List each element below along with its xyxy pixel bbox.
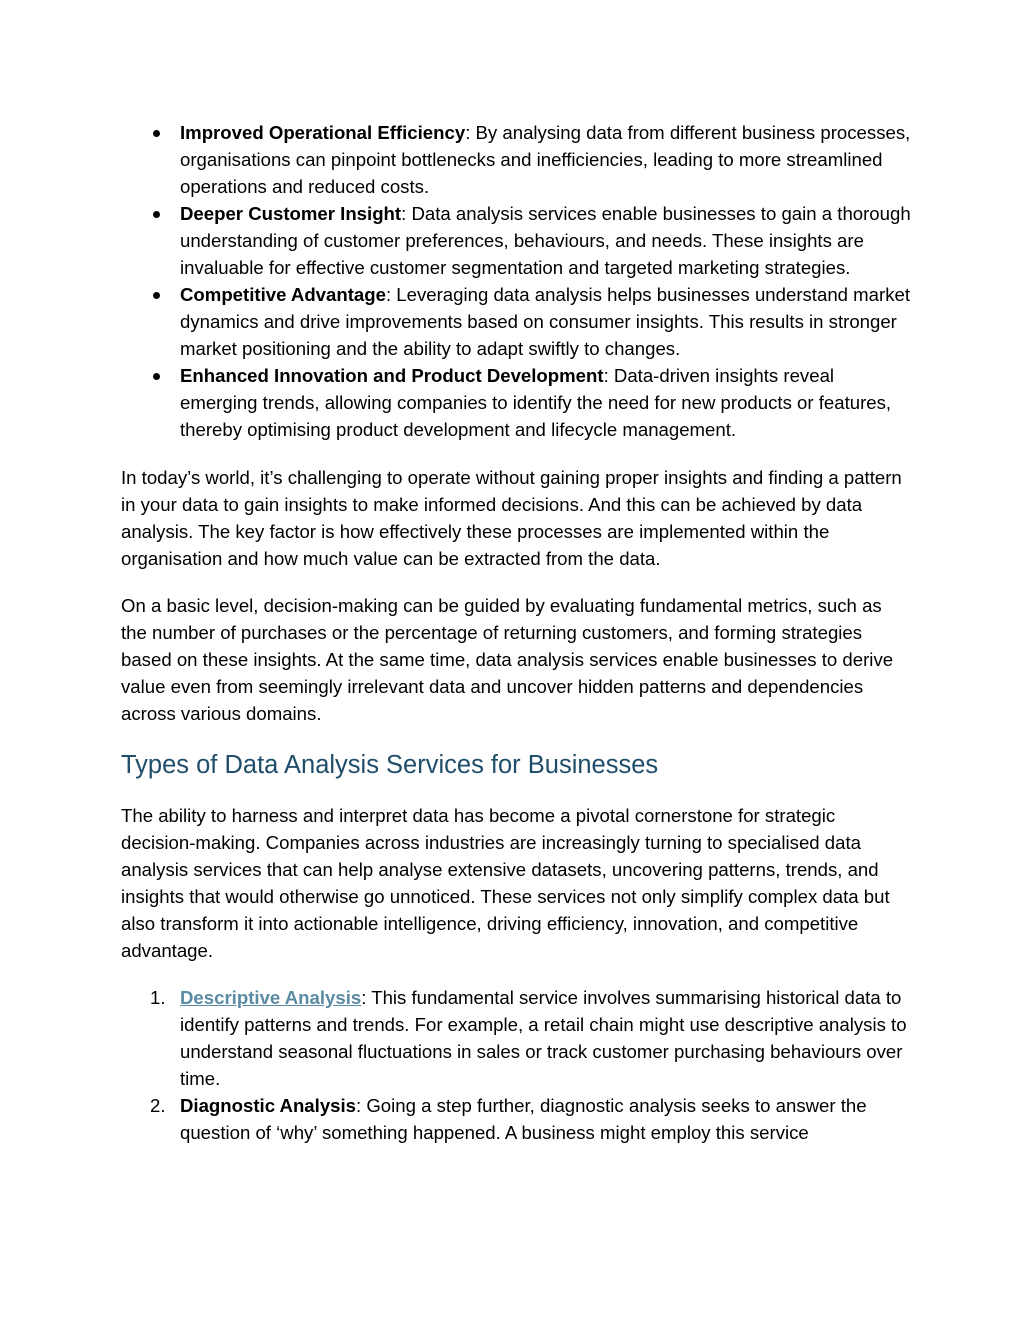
list-item — [121, 984, 911, 1092]
list-number: 1. — [150, 987, 166, 1008]
benefit-text: : Data analysis services enable businesses to gain a thorough understanding of customer preferences, behaviours, and needs. These insights are invaluable for effective customer segmentation and targeted marketing strategies. — [180, 203, 911, 278]
bullet-icon — [153, 211, 160, 218]
document-page — [121, 119, 911, 1146]
section-heading: Types of Data Analysis Services for Businesses — [121, 751, 659, 779]
benefit-title: Competitive Advantage — [180, 284, 386, 305]
type-title: Diagnostic Analysis — [180, 1095, 357, 1116]
benefit-text: : Leveraging data analysis helps businesses understand market dynamics and drive improvements based on consumer insights. This results in stronger market positioning and the ability to adapt swiftly to changes. — [180, 284, 910, 359]
descriptive-analysis-link[interactable]: Descriptive Analysis — [180, 987, 362, 1008]
benefit-text: : By analysing data from different business processes, organisations can pinpoint bottlenecks and inefficiencies, leading to more streamlined operations and reduced costs. — [180, 122, 911, 197]
bullet-icon — [153, 130, 160, 137]
list-item — [121, 200, 911, 281]
paragraph: The ability to harness and interpret data has become a pivotal cornerstone for strategic decision-making. Companies across industries are increasingly turning to specialised data analysis services that can help analyse extensive datasets, uncovering patterns, trends, and insights that would otherwise go unnoticed. These services not only simplify complex data but also transform it into actionable intelligence, driving efficiency, innovation, and competitive advantage. — [121, 805, 890, 961]
benefit-title: Improved Operational Efficiency — [180, 122, 466, 143]
list-number: 2. — [150, 1095, 166, 1116]
type-text: : This fundamental service involves summarising historical data to identify patterns and trends. For example, a retail chain might use descriptive analysis to understand seasonal fluctuations in sales or track customer purchasing behaviours over time. — [180, 987, 907, 1089]
bullet-icon — [153, 292, 160, 299]
benefit-title: Deeper Customer Insight — [180, 203, 402, 224]
benefits-list — [121, 119, 911, 443]
list-item — [121, 1092, 911, 1146]
list-item — [121, 362, 911, 443]
benefit-text: : Data-driven insights reveal emerging trends, allowing companies to identify the need for new products or features, thereby optimising product development and lifecycle management. — [180, 365, 892, 440]
list-item — [121, 281, 911, 362]
types-list — [121, 984, 911, 1146]
benefit-title: Enhanced Innovation and Product Development — [180, 365, 604, 386]
bullet-icon — [153, 373, 160, 380]
type-text: : Going a step further, diagnostic analysis seeks to answer the question of ‘why’ something happened. A business might employ this service — [180, 1095, 867, 1143]
paragraph: On a basic level, decision-making can be guided by evaluating fundamental metrics, such as the number of purchases or the percentage of returning customers, and forming strategies based on these insights. At the same time, data analysis services enable businesses to derive value even from seemingly irrelevant data and uncover hidden patterns and dependencies across various domains. — [121, 595, 894, 724]
list-item — [121, 119, 911, 200]
paragraph: In today’s world, it’s challenging to operate without gaining proper insights and finding a pattern in your data to gain insights to make informed decisions. And this can be achieved by data analysis. The key factor is how effectively these processes are implemented within the organisation and how much value can be extracted from the data. — [121, 467, 902, 569]
